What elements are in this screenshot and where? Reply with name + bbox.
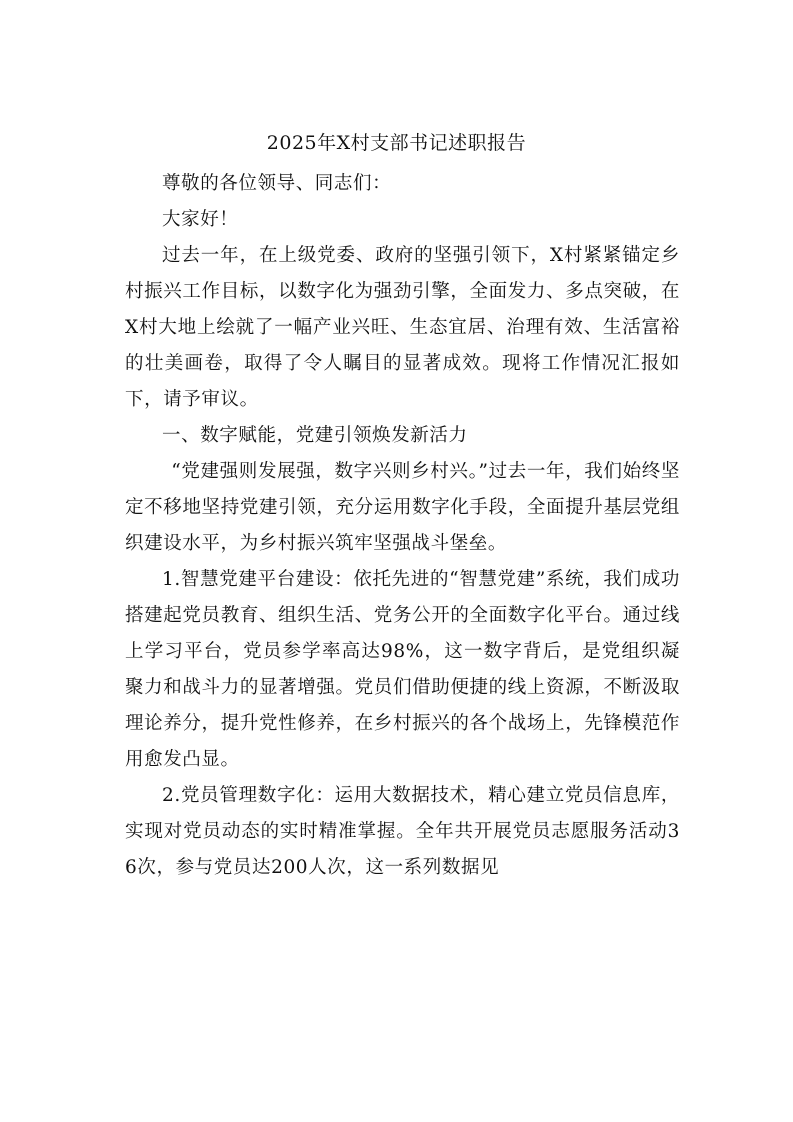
document-body <box>125 166 680 886</box>
salutation: 尊敬的各位领导、同志们： <box>162 173 392 194</box>
document-title: 2025年X村支部书记述职报告 <box>266 132 527 154</box>
item-2-member-management: 2.党员管理数字化：运用大数据技术，精心建立党员信息库，实现对党员动态的实时精准掌握。全年共开展党员志愿服务活动36次，参与党员达200人次，这一系列数据见 <box>125 785 680 878</box>
intro-paragraph: 过去一年，在上级党委、政府的坚强引领下，X村紧紧锚定乡村振兴工作目标，以数字化为强劲引擎，全面发力、多点突破，在X村大地上绘就了一幅产业兴旺、生态宜居、治理有效、生活富裕的壮美画卷，取得了令人瞩目的显著成效。现将工作情况汇报如下，请予审议。 <box>125 245 680 410</box>
section-heading-1: 一、数字赋能，党建引领焕发新活力 <box>162 425 468 446</box>
item-1-smart-party-platform: 1.智慧党建平台建设：依托先进的“智慧党建”系统，我们成功搭建起党员教育、组织生活、党务公开的全面数字化平台。通过线上学习平台，党员参学率高达98%，这一数字背后，是党组织凝聚力和战斗力的显著增强。党员们借助便捷的线上资源，不断汲取理论养分，提升党性修养，在乡村振兴的各个战场上，先锋模范作用愈发凸显。 <box>125 569 680 770</box>
section-1-intro: “党建强则发展强，数字兴则乡村兴。”过去一年，我们始终坚定不移地坚持党建引领，充分运用数字化手段，全面提升基层党组织建设水平，为乡村振兴筑牢坚强战斗堡垒。 <box>125 461 680 554</box>
greeting: 大家好！ <box>162 209 239 230</box>
